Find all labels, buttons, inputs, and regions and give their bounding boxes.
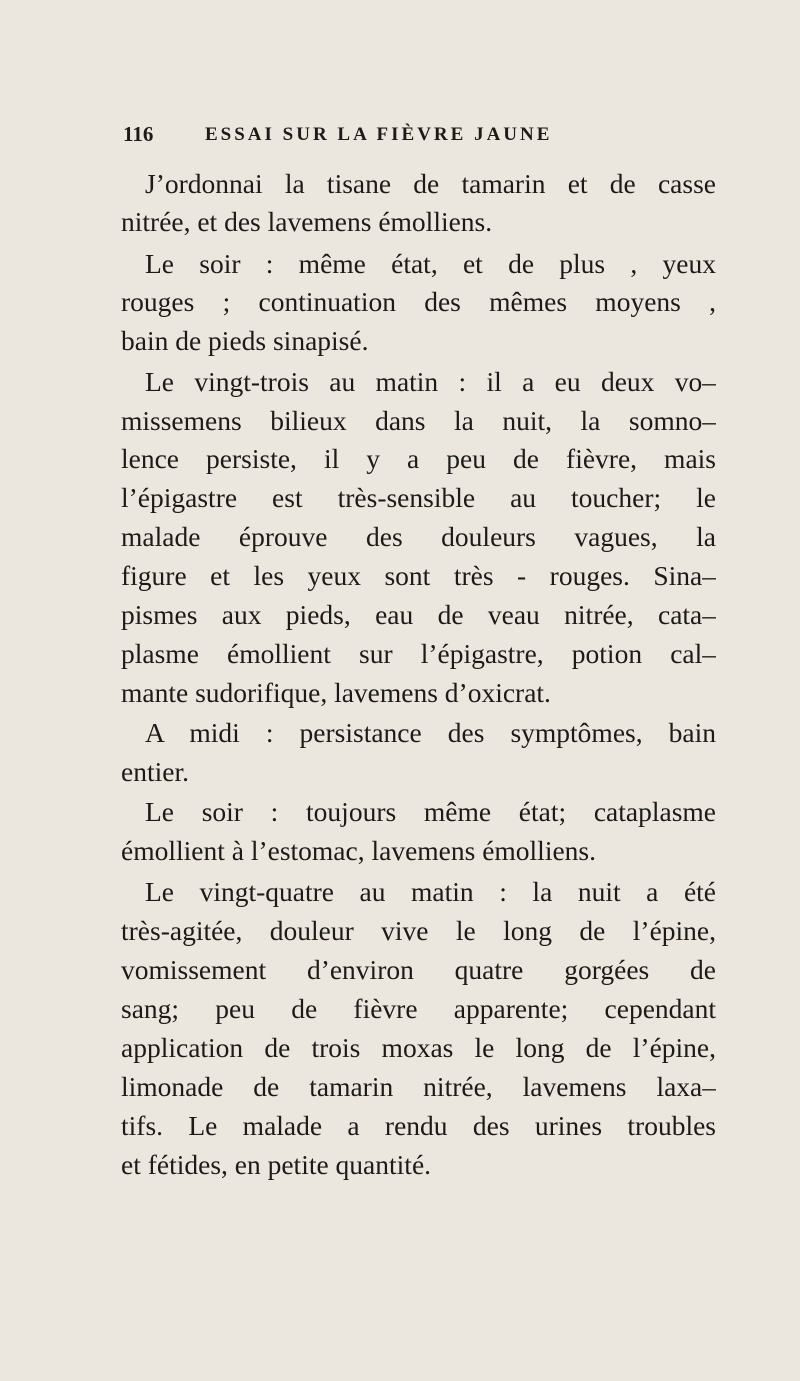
text-line: J’ordonnai la tisane de tamarin et de casse — [145, 168, 716, 199]
text-line: Le vingt-quatre au matin : la nuit a été — [145, 876, 716, 907]
running-title: ESSAI SUR LA FIÈVRE JAUNE — [205, 124, 553, 145]
text-line: figure et les yeux sont très - rouges. Sina– — [121, 560, 716, 591]
text-line: l’épigastre est très-sensible au toucher; le — [121, 482, 716, 513]
text-line: bain de pieds sinapisé. — [121, 325, 369, 356]
text-line: sang; peu de fièvre apparente; cependant — [121, 993, 716, 1024]
page-number: 116 — [123, 122, 154, 146]
text-line: limonade de tamarin nitrée, lavemens laxa– — [121, 1071, 716, 1102]
page-header — [123, 122, 723, 156]
text-line: émollient à l’estomac, lavemens émolliens. — [121, 835, 596, 866]
text-line: plasme émollient sur l’épigastre, potion cal– — [121, 638, 716, 669]
text-line: application de trois moxas le long de l’épine, — [121, 1032, 716, 1063]
text-line: tifs. Le malade a rendu des urines troubles — [121, 1110, 716, 1141]
text-line: et fétides, en petite quantité. — [121, 1149, 432, 1180]
text-line: Le soir : toujours même état; cataplasme — [145, 796, 716, 827]
text-line: très-agitée, douleur vive le long de l’épine, — [121, 915, 716, 946]
text-line: Le vingt-trois au matin : il a eu deux vo– — [145, 366, 716, 397]
text-line: entier. — [121, 756, 189, 787]
text-line: mante sudorifique, lavemens d’oxicrat. — [121, 677, 551, 708]
text-line: lence persiste, il y a peu de fièvre, mais — [121, 443, 716, 474]
text-line: Le soir : même état, et de plus , yeux — [145, 248, 716, 279]
text-line: A midi : persistance des symptômes, bain — [145, 717, 716, 748]
text-line: pismes aux pieds, eau de veau nitrée, cata– — [121, 599, 716, 630]
text-line: missemens bilieux dans la nuit, la somno– — [121, 405, 716, 436]
text-line: malade éprouve des douleurs vagues, la — [121, 521, 716, 552]
text-line: vomissement d’environ quatre gorgées de — [121, 954, 716, 985]
text-line: rouges ; continuation des mêmes moyens , — [121, 286, 716, 317]
text-line: nitrée, et des lavemens émolliens. — [121, 206, 493, 237]
